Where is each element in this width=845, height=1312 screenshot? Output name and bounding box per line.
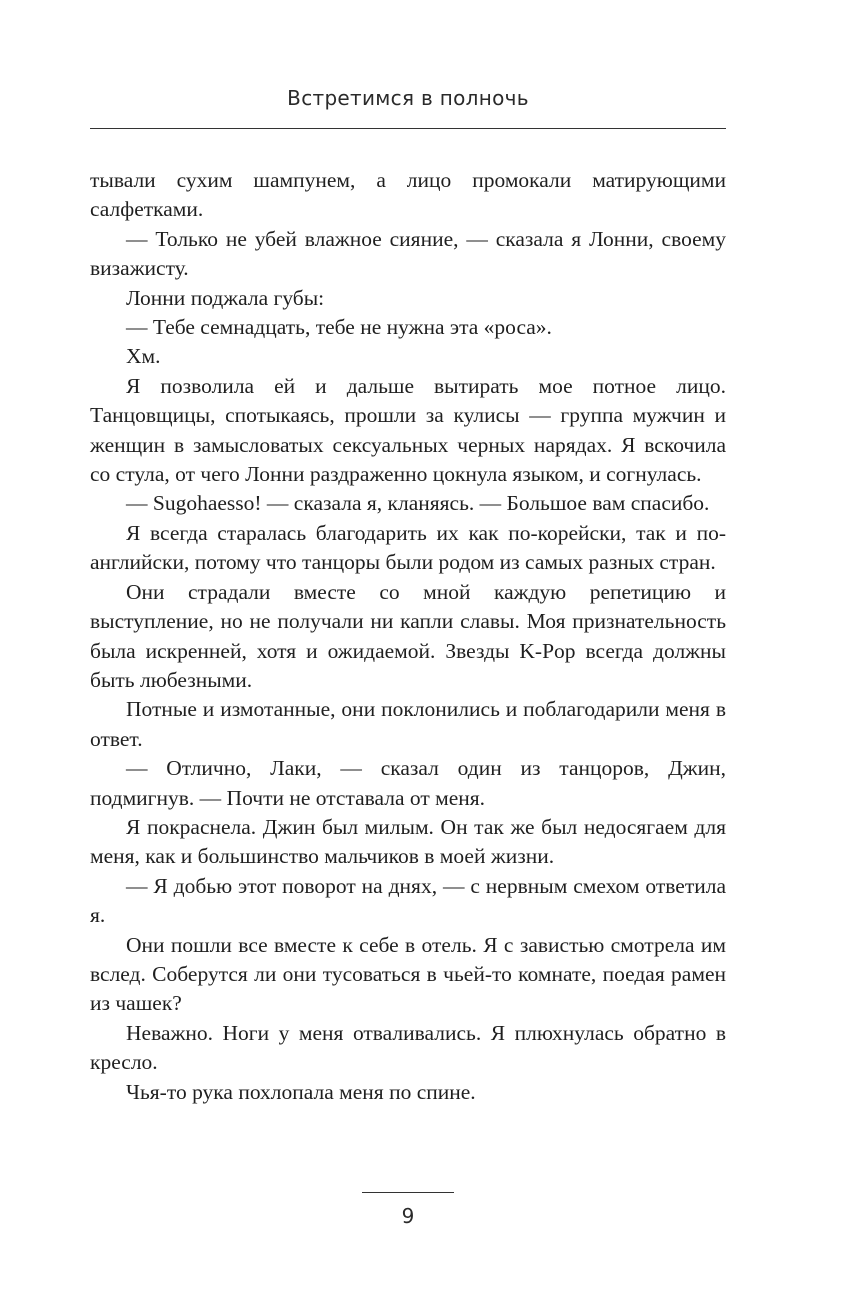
paragraph: Я позволила ей и дальше вытирать мое потное лицо. Танцовщицы, спотыкаясь, прошли за кулисы — группа мужчин и женщин в замысловатых сексуальных черных нарядах. Я вскочила со стула, от чего Лонни раздраженно цокнула языком, и согнулась. — [90, 373, 726, 487]
footer-divider — [362, 1192, 454, 1193]
paragraph: Лонни поджала губы: — [126, 285, 325, 310]
header-divider — [90, 128, 726, 129]
paragraph: — Отлично, Лаки, — сказал один из танцоров, Джин, подмигнув. — Почти не отставала от меня. — [90, 756, 726, 810]
page-number: 9 — [401, 1204, 415, 1228]
paragraph: Потные и измотанные, они поклонились и поблагодарили меня в ответ. — [90, 697, 726, 751]
paragraph: — Тебе семнадцать, тебе не нужна эта «роса». — [126, 315, 552, 340]
paragraph: Я всегда старалась благодарить их как по-корейски, так и по-английски, потому что танцоры были родом из самых разных стран. — [90, 520, 726, 575]
paragraph: Неважно. Ноги у меня отваливались. Я плюхнулась обратно в кресло. — [90, 1020, 726, 1075]
paragraph: Они страдали вместе со мной каждую репетицию и выступление, но не получали ни капли славы. Моя признательность была искренней, хотя и ожидаемой. Звезды K-Pop всегда должны быть любезными. — [90, 579, 726, 692]
paragraph: тывали сухим шампунем, а лицо промокали матирующими салфетками. — [90, 168, 726, 222]
running-title: Встретимся в полночь — [287, 86, 529, 110]
paragraph: Чья-то рука похлопала меня по спине. — [126, 1079, 476, 1104]
paragraph: — Только не убей влажное сияние, — сказала я Лонни, своему визажисту. — [90, 226, 726, 281]
body-text — [90, 166, 726, 1107]
paragraph: — Sugohaesso! — сказала я, кланяясь. — Большое вам спасибо. — [126, 491, 710, 516]
paragraph: — Я добью этот поворот на днях, — с нервным смехом ответила я. — [90, 873, 726, 928]
paragraph: Хм. — [126, 344, 161, 369]
paragraph: Они пошли все вместе к себе в отель. Я с завистью смотрела им вслед. Соберутся ли они тусоваться в чьей-то комнате, поедая рамен из чашек? — [90, 932, 726, 1016]
paragraph: Я покраснела. Джин был милым. Он так же был недосягаем для меня, как и большинство мальчиков в моей жизни. — [90, 814, 726, 869]
